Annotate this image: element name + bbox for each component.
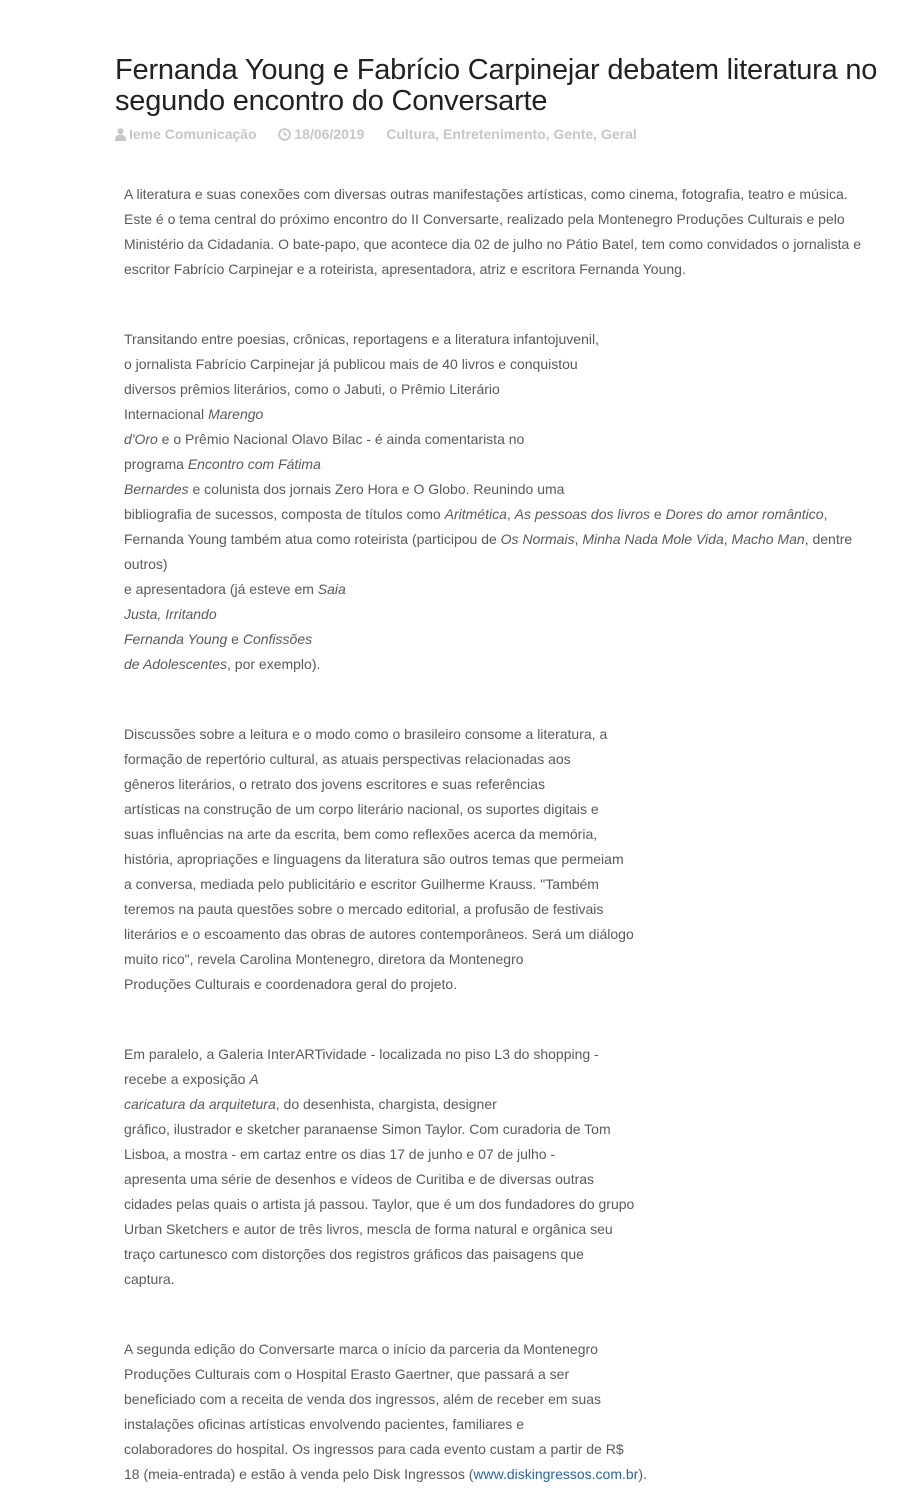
diskingressos-link[interactable]: www.diskingressos.com.br	[473, 1466, 639, 1482]
paragraph-intro: A literatura e suas conexões com diversas outras manifestações artísticas, como cinema, fotografia, teatro e música. Este é o tema central do próximo encontro do II Conversarte, realizado pela Montenegro Produções Culturais e pelo Ministério da Cidadania. O bate-papo, que acontece dia 02 de julho no Pátio Batel, tem como convidados o jornalista e escritor Fabrício Carpinejar e a roteirista, apresentadora, atriz e escritora Fernanda Young.	[124, 186, 862, 277]
category-links[interactable]: Cultura, Entretenimento, Gente, Geral	[386, 126, 637, 142]
date-meta	[278, 125, 364, 145]
author-meta[interactable]	[115, 125, 257, 145]
author-link[interactable]: Ieme Comunicação	[129, 126, 257, 142]
paragraph-guests: Transitando entre poesias, crônicas, reportagens e a literatura infantojuvenil, o jornalista Fabrício Carpinejar já publicou mais de 40 livros e conquistou diversos prêmios literários, como o Jabuti, o Prêmio Literário Internacional Marengo d'Oro e o Prêmio Nacional Olavo Bilac - é ainda comentarista no programa Encontro com Fátima Bernardes e colunista dos jornais Zero Hora e O Globo. Reunindo uma bibliografia de sucessos, composta de títulos como Aritmética, As pessoas dos livros e Dores do amor romântico, Fernanda Young também atua como roteirista (participou de Os Normais, Minha Nada Mole Vida, Macho Man, dentre outros) e apresentadora (já esteve em Saia Justa, Irritando Fernanda Young e Confissões de Adolescentes, por exemplo).	[124, 331, 853, 672]
post-date: 18/06/2019	[294, 126, 365, 142]
clock-icon	[278, 127, 291, 145]
paragraph-themes: Discussões sobre a leitura e o modo como o brasileiro consome a literatura, a formação de repertório cultural, as atuais perspectivas relacionadas aos gêneros literários, o retrato dos jovens escritores e suas referências artísticas na construção de um corpo literário nacional, os suportes digitais e suas influências na arte da escrita, bem como reflexões acerca da memória, história, apropriações e linguagens da literatura são outros temas que permeiam a conversa, mediada pelo publicitário e escritor Guilherme Krauss. "Também teremos na pauta questões sobre o mercado editorial, a profusão de festivais literários e o escoamento das obras de autores contemporâneos. Será um diálogo muito rico", revela Carolina Montenegro, diretora da Montenegro Produções Culturais e coordenadora geral do projeto.	[124, 726, 634, 992]
user-icon	[115, 127, 126, 145]
paragraph-exhibition: Em paralelo, a Galeria InterARTividade - localizada no piso L3 do shopping - recebe a exposição A caricatura da arquitetura, do desenhista, chargista, designer gráfico, ilustrador e sketcher paranaense Simon Taylor. Com curadoria de Tom Lisboa, a mostra - em cartaz entre os dias 17 de junho e 07 de julho - apresenta uma série de desenhos e vídeos de Curitiba e de diversas outras cidades pelas quais o artista já passou. Taylor, que é um dos fundadores do grupo Urban Sketchers e autor de três livros, mescla de forma natural e orgânica seu traço cartunesco com distorções dos registros gráficos das paisagens que captura.	[124, 1046, 635, 1287]
article-meta	[115, 125, 637, 145]
paragraph-partnership: A segunda edição do Conversarte marca o início da parceria da Montenegro Produções Culturais com o Hospital Erasto Gaertner, que passará a ser beneficiado com a receita de venda dos ingressos, além de receber em suas instalações oficinas artísticas envolvendo pacientes, familiares e colaboradores do hospital. Os ingressos para cada evento custam a partir de R$ 18 (meia-entrada) e estão à venda pelo Disk Ingressos (www.diskingressos.com.br).	[124, 1341, 647, 1482]
article-title: Fernanda Young e Fabrício Carpinejar debatem literatura no segundo encontro do Conversarte	[115, 54, 878, 117]
